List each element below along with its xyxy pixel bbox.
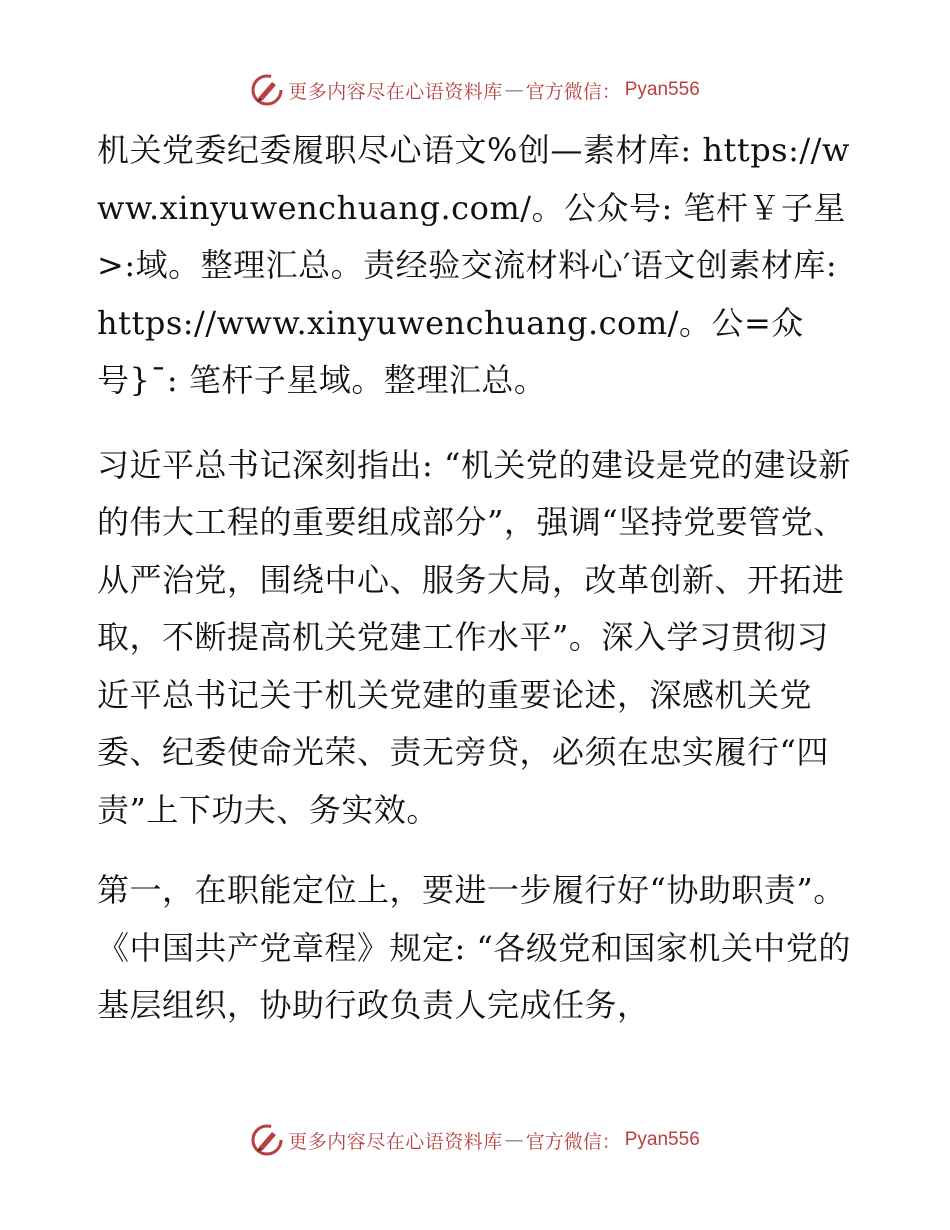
pen-logo-icon	[250, 73, 284, 107]
header-wechat-label: 官方微信：	[525, 80, 621, 103]
paragraph-intro: 机关党委纪委履职尽心语文%创—素材库: https://www.xinyuwenchuang.com/。公众号: 笔杆￥子星>:域。整理汇总。责经验交流材料心′语文创素材库: https://www.xinyuwenchuang.com/。公=众号}¯: 笔杆子星域。整理汇总。	[97, 131, 850, 399]
footer-separator: —	[504, 1129, 524, 1151]
footer-wechat-label: 官方微信：	[525, 1130, 621, 1153]
pen-logo-icon	[250, 1123, 284, 1157]
paragraph-quote: 习近平总书记深刻指出: “机关党的建设是党的建设新的伟大工程的重要组成部分”，强调“坚持党要管党、从严治党，围绕中心、服务大局，改革创新、开拓进取，不断提高机关党建工作水平”。深入学习贯彻习近平总书记关于机关党建的重要论述，深感机关党委、纪委使命光荣、责无旁贷，必须在忠实履行“四责”上下功夫、务实效。	[97, 445, 851, 829]
document-body	[97, 122, 857, 1035]
footer-wechat-id: Pyan556	[624, 1129, 700, 1150]
paragraph-first-point: 第一，在职能定位上，要进一步履行好“协助职责”。《中国共产党章程》规定: “各级党和国家机关中党的基层组织，协助行政负责人完成任务，	[97, 871, 851, 1024]
header-wechat-id: Pyan556	[624, 79, 700, 100]
header-site-text: 更多内容尽在心语资料库	[288, 80, 503, 103]
footer-site-text: 更多内容尽在心语资料库	[288, 1130, 503, 1153]
header-separator: —	[504, 79, 524, 101]
footer-banner	[0, 1122, 950, 1158]
header-banner	[0, 72, 950, 108]
